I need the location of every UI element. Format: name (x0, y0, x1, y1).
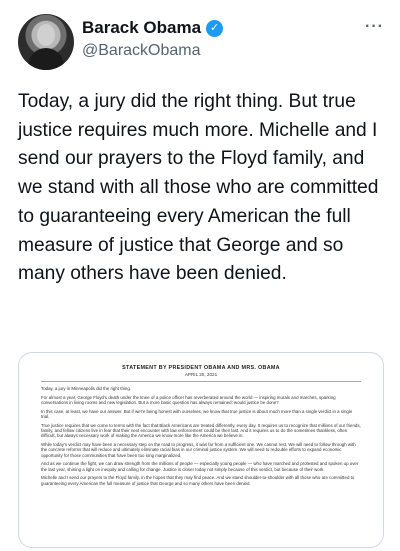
statement-paragraph: And as we continue the fight, we can draw strength from the millions of people — especially young people — who have marched and protested and spoken up over the last year, shining a light on inequity and calling for change. Justice is closer today not simply because of this verdict, but because of their work. (41, 461, 359, 472)
author-handle[interactable]: @BarackObama (82, 42, 201, 59)
tweet-header (18, 14, 384, 70)
statement-image[interactable] (18, 352, 384, 548)
verified-badge-icon: ✓ (206, 20, 223, 37)
author-name-row (82, 18, 223, 38)
statement-paragraph: In this case, at least, we have our answer. But if we're being honest with ourselves, we know that true justice is about much more than a single verdict in a single trial. (41, 408, 353, 419)
statement-paragraph: For almost a year, George Floyd's death under the knee of a police officer has reverberated around the world — inspiring murals and marches, sparking conversations in living rooms and new legislation. But a more basic question has always remained: would justice be done? (41, 394, 336, 405)
statement-divider (41, 381, 361, 382)
tweet-text: Today, a jury did the right thing. But true justice requires much more. Michelle and I send our prayers to the Floyd family, and we stand with all those who are committed to guaranteeing every American the full measure of justice that George and so many others have been denied. (18, 91, 379, 285)
statement-paragraph: Michelle and I send our prayers to the Floyd family, in the hopes that they may find peace. And we stand shoulder-to-shoulder with all those who are committed to guaranteeing every American the full measure of justice that George and so many others have been denied. (41, 475, 355, 486)
statement-paragraph: Today, a jury in Minneapolis did the right thing. (41, 386, 131, 391)
more-options-icon[interactable]: ··· (365, 18, 384, 35)
statement-paragraph: True justice requires that we come to terms with the fact that Black Americans are treated differently, every day. It requires us to recognize that millions of our friends, family, and fellow citizens live in fear that their next encounter with law enforcement could be their last. And it requires us to do the sometimes thankless, often difficult, but always necessary work of making the America we know more like the America we believe in. (41, 422, 361, 439)
avatar[interactable] (18, 14, 74, 70)
statement-paragraph: While today's verdict may have been a necessary step on the road to progress, it was far from a sufficient one. We cannot rest. We will need to follow through with the concrete reforms that will reduce and ultimately eliminate racial bias in our criminal justice system. We will need to redouble efforts to expand economic opportunity for those communities that have been too long marginalized. (41, 442, 356, 458)
author-display-name[interactable]: Barack Obama (82, 18, 202, 37)
statement-date: APRIL 20, 2021 (184, 372, 218, 377)
statement-title: STATEMENT BY PRESIDENT OBAMA AND MRS. OBAMA (122, 365, 280, 371)
